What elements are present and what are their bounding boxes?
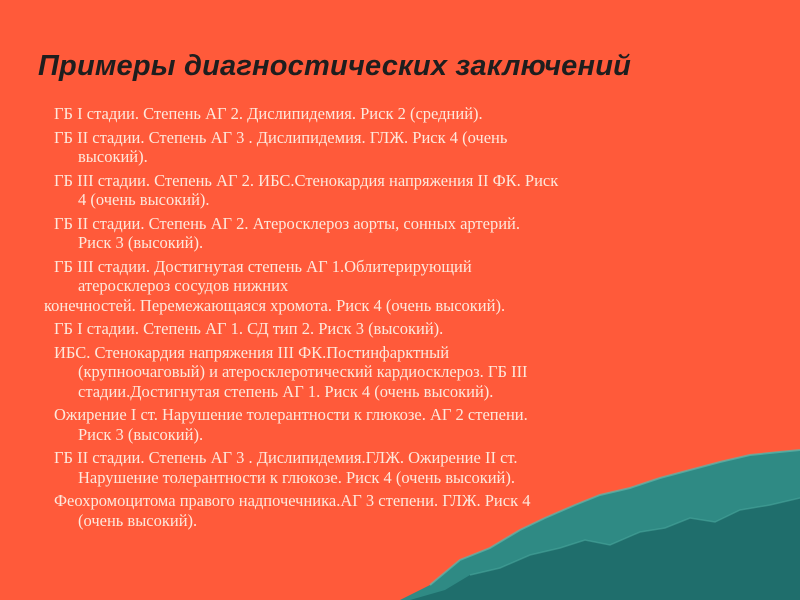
item-line: (крупноочаговый) и атеросклеротический кардиосклероз. ГБ III (78, 362, 528, 381)
item-line: Феохромоцитома правого надпочечника.АГ 3 степени. ГЛЖ. Риск 4 (54, 491, 531, 510)
list-item (44, 491, 784, 530)
item-line: ГБ II стадии. Степень АГ 3 . Дислипидемия. ГЛЖ. Риск 4 (очень (54, 127, 508, 147)
list-item (44, 128, 784, 167)
item-line: ГБ I стадии. Степень АГ 1. СД тип 2. Риск 3 (высокий). (54, 319, 444, 338)
item-line: Риск 3 (высокий). (78, 233, 204, 252)
item-line: стадии.Достигнутая степень АГ 1. Риск 4 (очень высокий). (78, 381, 494, 401)
slide-title: Примеры диагностических заключений (38, 50, 632, 82)
list-item (44, 214, 784, 253)
item-line: Нарушение толерантности к глюкозе. Риск 4 (очень высокий). (78, 467, 516, 487)
list-item (44, 405, 784, 444)
list-item (44, 448, 784, 487)
item-line: ГБ I стадии. Степень АГ 2. Дислипидемия. Риск 2 (средний). (54, 104, 483, 123)
item-line: ГБ II стадии. Степень АГ 3 . Дислипидемия.ГЛЖ. Ожирение II ст. (54, 448, 518, 467)
item-line: атеросклероз сосудов нижних (78, 276, 289, 295)
item-line: ИБС. Стенокардия напряжения III ФК.Постинфарктный (54, 342, 450, 362)
item-line: 4 (очень высокий). (78, 190, 210, 209)
item-line: (очень высокий). (78, 510, 198, 530)
item-line: ГБ III стадии. Достигнутая степень АГ 1.Облитерирующий (54, 256, 472, 276)
list-item (44, 104, 784, 124)
list-item (44, 257, 784, 316)
item-line: конечностей. Перемежающаяся хромота. Риск 4 (очень высокий). (44, 295, 506, 315)
item-line: Ожирение I ст. Нарушение толерантности к глюкозе. АГ 2 степени. (54, 405, 528, 424)
list-item (44, 343, 784, 402)
item-line: Риск 3 (высокий). (78, 424, 204, 444)
item-line: высокий). (78, 147, 148, 166)
diagnosis-list (44, 104, 784, 534)
item-line: ГБ II стадии. Степень АГ 2. Атеросклероз аорты, сонных артерий. (54, 213, 521, 233)
list-item (44, 171, 784, 210)
item-line: ГБ III стадии. Степень АГ 2. ИБС.Стенокардия напряжения II ФК. Риск (54, 170, 559, 190)
list-item (44, 319, 784, 339)
